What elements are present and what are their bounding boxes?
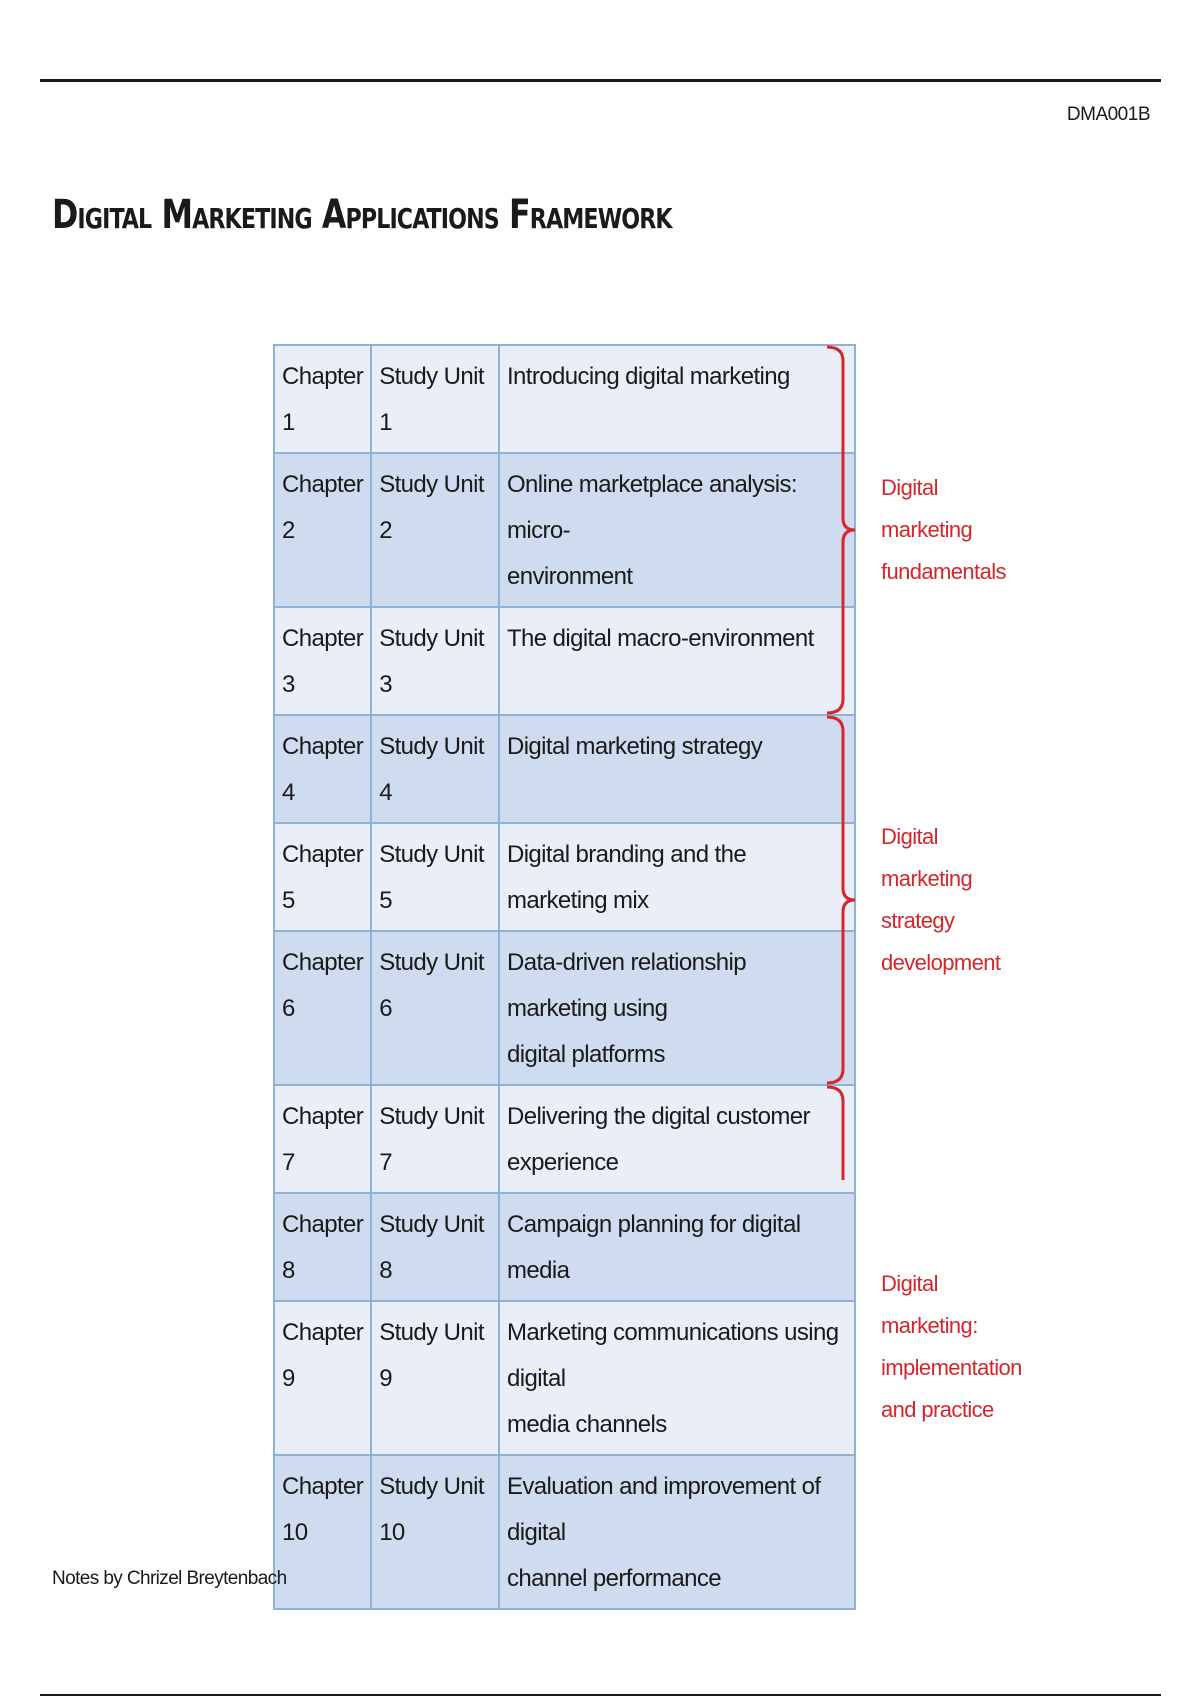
study-unit-cell-text: Study Unit 1: [379, 363, 484, 436]
topic-cell-text: Digital branding and the marketing mix: [506, 841, 747, 914]
study-unit-cell: [371, 1193, 499, 1301]
group-label-line: fundamentals: [881, 559, 1006, 584]
chapter-cell-text: Chapter 9: [282, 1319, 364, 1392]
table-row: [274, 823, 855, 931]
topic-cell: [499, 715, 855, 823]
topic-cell-text: media channels: [506, 1411, 667, 1438]
group-label-line: Digital: [881, 1271, 938, 1296]
topic-cell-text: digital platforms: [506, 1041, 665, 1068]
table-row: [274, 1301, 855, 1455]
topic-cell-text: Digital marketing strategy: [506, 733, 763, 760]
top-rule: [40, 79, 1161, 82]
chapter-cell-text: Chapter 6: [282, 949, 364, 1022]
study-unit-cell-text: Study Unit 5: [379, 841, 484, 914]
topic-cell-text: Marketing communications using digital: [506, 1319, 839, 1392]
chapter-cell-text: Chapter 2: [282, 471, 364, 544]
study-unit-cell-text: Study Unit 9: [379, 1319, 484, 1392]
topic-cell: [499, 823, 855, 931]
chapter-cell-text: 10: [282, 1519, 308, 1546]
chapter-cell-text: Chapter 8: [282, 1211, 364, 1284]
study-unit-cell-text: Study Unit 3: [379, 625, 484, 698]
group-label-line: marketing: [881, 517, 973, 542]
group-label: [881, 1263, 1031, 1431]
study-unit-cell: [371, 1085, 499, 1193]
chapter-cell: [274, 823, 371, 931]
group-label-line: marketing: [881, 866, 973, 891]
chapter-cell: [274, 453, 371, 607]
chapter-cell-text: Chapter 4: [282, 733, 364, 806]
study-unit-cell: [371, 1455, 499, 1609]
page-title: Digital Marketing Applications Framework: [52, 192, 672, 238]
topic-cell: [499, 1455, 855, 1609]
topic-cell-text: Evaluation and improvement of digital: [506, 1473, 821, 1546]
study-unit-cell-text: Study Unit 6: [379, 949, 484, 1022]
group-label: [881, 467, 1031, 593]
table-row: [274, 453, 855, 607]
chapter-cell: [274, 1085, 371, 1193]
framework-table: [273, 344, 856, 1610]
chapter-cell: [274, 345, 371, 453]
chapter-cell: [274, 607, 371, 715]
group-label-line: Digital: [881, 475, 938, 500]
group-label-line: strategy: [881, 908, 955, 933]
course-code: DMA001B: [1066, 104, 1150, 125]
group-label-line: Digital: [881, 824, 938, 849]
topic-cell-text: Campaign planning for digital media: [506, 1211, 801, 1284]
table-row: [274, 1455, 855, 1609]
study-unit-cell: [371, 453, 499, 607]
study-unit-cell: [371, 823, 499, 931]
group-label-line: development: [881, 950, 1001, 975]
notes-credit: Notes by Chrizel Breytenbach: [52, 1568, 287, 1589]
group-label-line: and practice: [881, 1397, 994, 1422]
table-row: [274, 345, 855, 453]
topic-cell: [499, 607, 855, 715]
study-unit-cell: [371, 345, 499, 453]
chapter-cell: [274, 1455, 371, 1609]
topic-cell-text: Introducing digital marketing: [506, 363, 790, 390]
table-row: [274, 1085, 855, 1193]
table-row: [274, 1193, 855, 1301]
group-brace: [827, 347, 855, 713]
topic-cell-text: Delivering the digital customer experience: [506, 1103, 810, 1176]
topic-cell: [499, 453, 855, 607]
study-unit-cell-text: Study Unit 7: [379, 1103, 484, 1176]
chapter-cell: [274, 931, 371, 1085]
study-unit-cell: [371, 715, 499, 823]
chapter-cell-text: Chapter 1: [282, 363, 364, 436]
group-label: [881, 816, 1031, 984]
study-unit-cell: [371, 931, 499, 1085]
chapter-cell-text: Chapter 3: [282, 625, 364, 698]
study-unit-cell-text: Study Unit 10: [379, 1473, 484, 1546]
table-row: [274, 607, 855, 715]
chapter-cell: [274, 715, 371, 823]
study-unit-cell-text: Study Unit 4: [379, 733, 484, 806]
bottom-rule: [40, 1694, 1161, 1696]
chapter-cell-text: Chapter: [282, 1473, 364, 1500]
study-unit-cell-text: Study Unit 8: [379, 1211, 484, 1284]
study-unit-cell-text: Study Unit 2: [379, 471, 484, 544]
topic-cell: [499, 1301, 855, 1455]
study-unit-cell: [371, 1301, 499, 1455]
topic-cell: [499, 1193, 855, 1301]
topic-cell-text: The digital macro-environment: [506, 625, 814, 652]
topic-cell-text: Data-driven relationship marketing using: [506, 949, 747, 1022]
topic-cell-text: environment: [506, 563, 633, 590]
chapter-cell-text: Chapter 5: [282, 841, 364, 914]
group-label-line: marketing:: [881, 1313, 978, 1338]
topic-cell-text: Online marketplace analysis: micro-: [506, 471, 797, 544]
topic-cell: [499, 931, 855, 1085]
group-brace: [827, 1087, 855, 1180]
group-braces: [815, 340, 865, 1180]
group-label-line: implementation: [881, 1355, 1022, 1380]
table-row: [274, 931, 855, 1085]
topic-cell-text: channel performance: [506, 1565, 722, 1592]
chapter-cell-text: Chapter 7: [282, 1103, 364, 1176]
study-unit-cell: [371, 607, 499, 715]
topic-cell: [499, 345, 855, 453]
topic-cell: [499, 1085, 855, 1193]
chapter-cell: [274, 1193, 371, 1301]
group-brace: [827, 717, 855, 1083]
chapter-cell: [274, 1301, 371, 1455]
table-row: [274, 715, 855, 823]
